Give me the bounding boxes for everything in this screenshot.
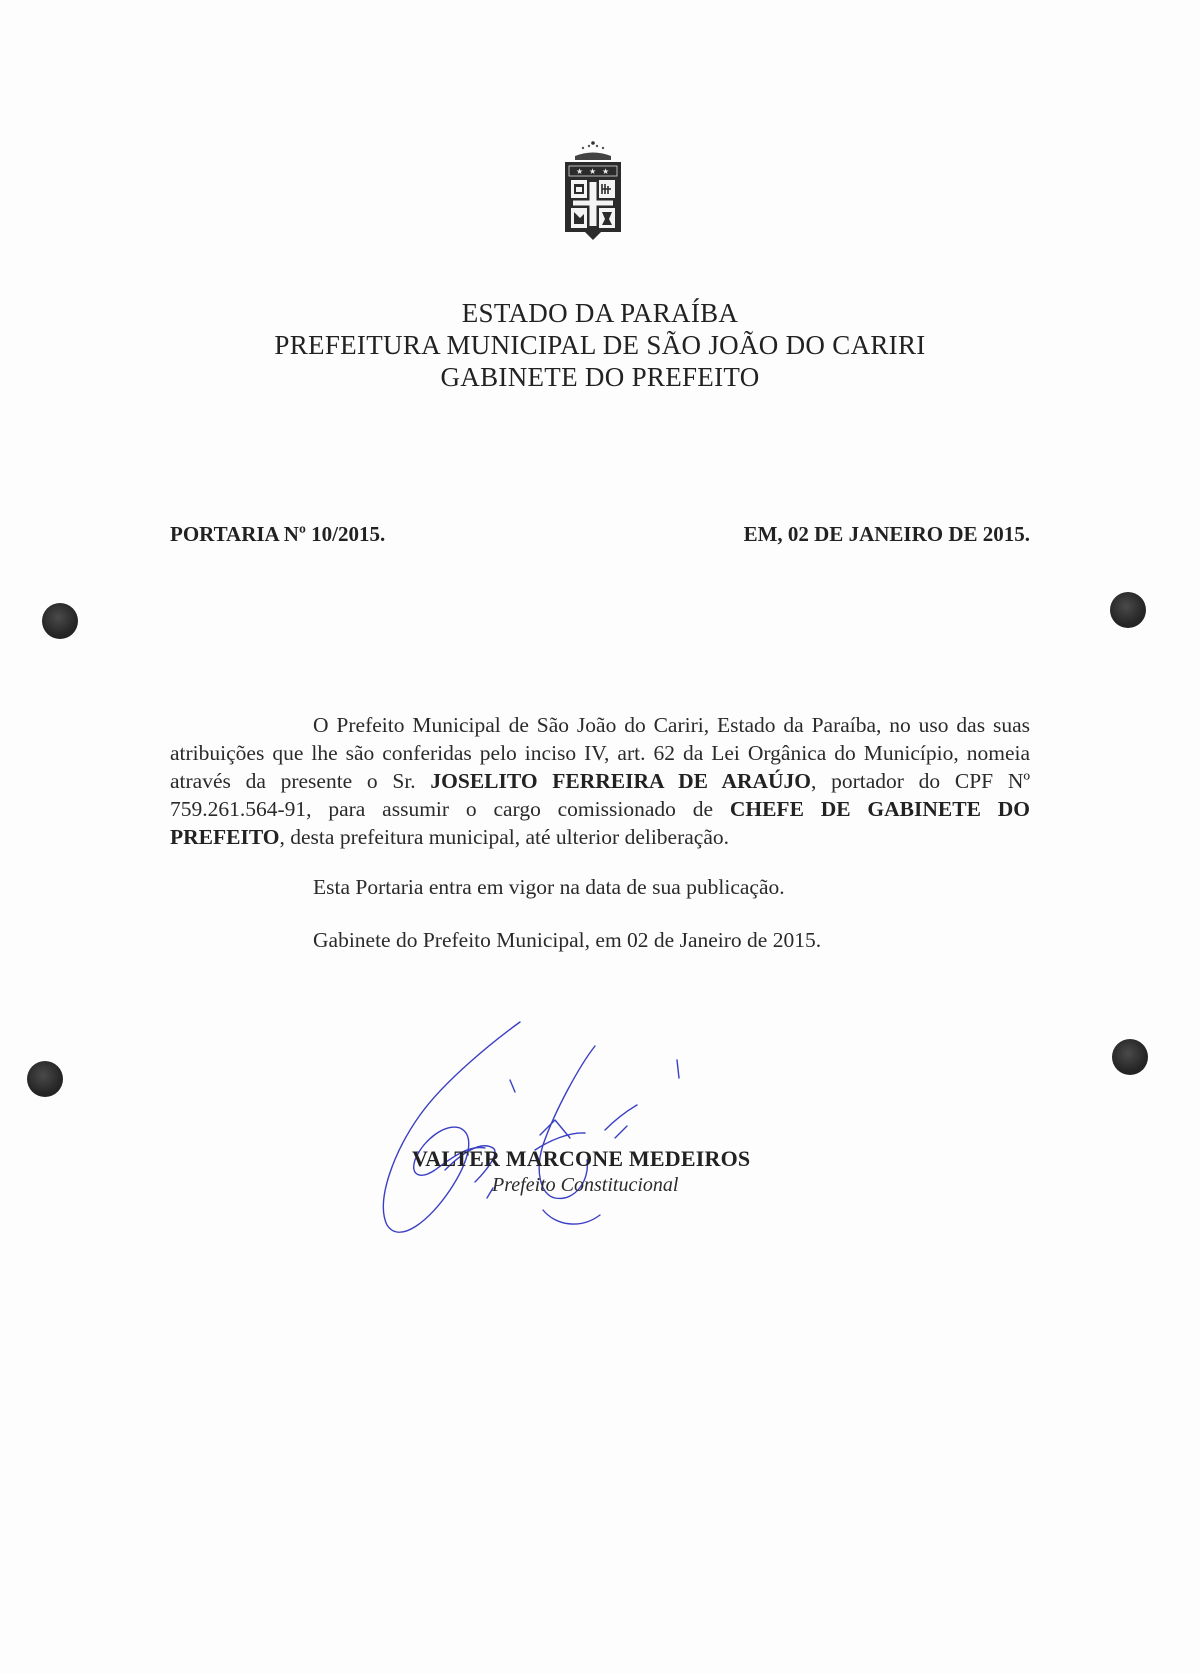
signer-role: Prefeito Constitucional — [492, 1174, 679, 1196]
svg-text:★: ★ — [576, 167, 584, 176]
header-municipality: PREFEITURA MUNICIPAL DE SÃO JOÃO DO CARIRI — [274, 330, 926, 360]
coat-of-arms-icon — [545, 140, 641, 260]
document-header — [0, 297, 1200, 393]
appointee-name: JOSELITO FERREIRA DE ARAÚJO — [430, 769, 812, 793]
header-state: ESTADO DA PARAÍBA — [461, 298, 739, 328]
effective-date-paragraph: Esta Portaria entra em vigor na data de sua publicação. — [313, 875, 785, 899]
punch-hole — [42, 603, 78, 639]
signer-name: VALTER MARCONE MEDEIROS — [412, 1146, 751, 1171]
svg-text:★: ★ — [602, 167, 610, 176]
appointed-position: CHEFE DE GABINETE DO PREFEITO — [170, 797, 1031, 849]
portaria-date: EM, 02 DE JANEIRO DE 2015. — [743, 522, 1030, 546]
place-date-paragraph: Gabinete do Prefeito Municipal, em 02 de Janeiro de 2015. — [313, 928, 822, 952]
punch-hole — [1112, 1039, 1148, 1075]
svg-text:★: ★ — [589, 167, 597, 176]
punch-hole — [1110, 592, 1146, 628]
appointee-cpf-text: , portador do CPF Nº 759.261.564-91, para assumir o cargo comissionado de — [170, 769, 1031, 821]
appointment-paragraph — [170, 711, 1030, 851]
portaria-number: PORTARIA Nº 10/2015. — [170, 522, 386, 546]
handwritten-signature — [375, 1020, 705, 1240]
header-office: GABINETE DO PREFEITO — [440, 362, 760, 392]
appointment-closing: , desta prefeitura municipal, até ulterior deliberação. — [279, 825, 730, 849]
appointment-intro: O Prefeito Municipal de São João do Cariri, Estado da Paraíba, no uso das suas atribuições que lhe são conferidas pelo inciso IV, art. 62 da Lei Orgânica do Município, nomeia através da presente o Sr. — [170, 713, 1030, 793]
punch-hole — [27, 1061, 63, 1097]
